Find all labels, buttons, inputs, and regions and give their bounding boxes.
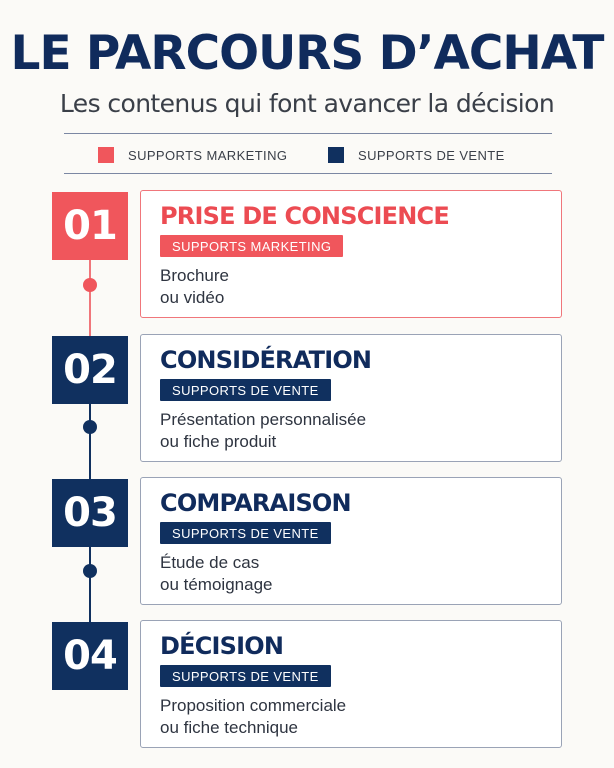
step-title: PRISE DE CONSCIENCE bbox=[160, 202, 449, 230]
step-card-2 bbox=[140, 334, 562, 462]
step-description-line: ou témoignage bbox=[160, 575, 273, 594]
legend-label: SUPPORTS DE VENTE bbox=[358, 147, 505, 163]
page-title: LE PARCOURS D’ACHAT bbox=[10, 26, 604, 81]
step-card-3 bbox=[140, 477, 562, 605]
divider-top bbox=[64, 133, 552, 134]
step-title: COMPARAISON bbox=[160, 489, 351, 517]
step-description-line: Proposition commerciale bbox=[160, 696, 347, 715]
legend-swatch-navy bbox=[328, 147, 344, 163]
step-description-line: ou fiche produit bbox=[160, 432, 277, 451]
legend-item-marketing bbox=[98, 146, 287, 164]
step-title: DÉCISION bbox=[160, 632, 284, 660]
step-card-1 bbox=[140, 190, 562, 318]
step-number-3: 03 bbox=[52, 479, 128, 547]
step-description bbox=[160, 409, 366, 453]
timeline-dot-3 bbox=[83, 564, 97, 578]
step-description-line: ou vidéo bbox=[160, 288, 225, 307]
step-tag: SUPPORTS DE VENTE bbox=[160, 379, 331, 401]
step-tag: SUPPORTS MARKETING bbox=[160, 235, 343, 257]
step-title: CONSIDÉRATION bbox=[160, 346, 372, 374]
step-description-line: ou fiche technique bbox=[160, 718, 298, 737]
step-card-4 bbox=[140, 620, 562, 748]
step-number-4: 04 bbox=[52, 622, 128, 690]
step-description bbox=[160, 265, 229, 309]
step-number-2: 02 bbox=[52, 336, 128, 404]
page-subtitle: Les contenus qui font avancer la décision bbox=[59, 89, 555, 118]
step-number-1: 01 bbox=[52, 192, 128, 260]
legend-swatch-red bbox=[98, 147, 114, 163]
legend-label: SUPPORTS MARKETING bbox=[128, 147, 288, 163]
divider-bottom bbox=[64, 173, 552, 174]
timeline-dot-1 bbox=[83, 278, 97, 292]
step-description bbox=[160, 552, 272, 596]
timeline-connector-1 bbox=[89, 260, 91, 336]
timeline-connector-3 bbox=[89, 546, 91, 622]
step-description bbox=[160, 695, 346, 739]
step-description-line: Présentation personnalisée bbox=[160, 410, 367, 429]
step-description-line: Étude de cas bbox=[160, 553, 260, 572]
step-tag: SUPPORTS DE VENTE bbox=[160, 522, 331, 544]
timeline-dot-2 bbox=[83, 420, 97, 434]
step-tag: SUPPORTS DE VENTE bbox=[160, 665, 331, 687]
timeline-connector-2 bbox=[89, 403, 91, 479]
step-description-line: Brochure bbox=[160, 266, 229, 285]
legend-item-vente bbox=[328, 146, 505, 164]
